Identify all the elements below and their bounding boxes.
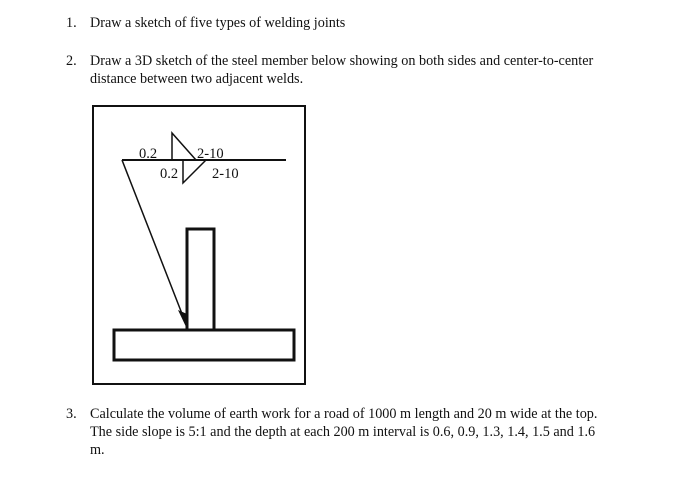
question-line: m.	[90, 442, 105, 458]
question-text	[90, 52, 593, 88]
question-line: Draw a sketch of five types of welding joints	[90, 15, 346, 31]
weld-diagram-svg	[90, 103, 315, 388]
question-number: 3.	[66, 406, 77, 422]
horizontal-base-plate	[114, 330, 294, 360]
question-text	[90, 14, 345, 32]
question-number: 1.	[66, 15, 77, 31]
question-text	[90, 405, 597, 459]
vertical-steel-plate	[187, 229, 214, 330]
question-line: distance between two adjacent welds.	[90, 71, 304, 87]
weld-leader-line	[122, 160, 186, 324]
weld-size-other-side: 0.2	[139, 146, 158, 162]
weld-length-pitch-other-side: 2-10	[197, 146, 224, 162]
weld-length-pitch-arrow-side: 2-10	[212, 166, 239, 182]
question-number: 2.	[66, 53, 77, 69]
fillet-weld-symbol-arrow-side	[183, 160, 206, 183]
weld-size-arrow-side: 0.2	[160, 166, 179, 182]
question-line: Calculate the volume of earth work for a road of 1000 m length and 20 m wide at the top.	[90, 406, 598, 422]
question-line: Draw a 3D sketch of the steel member below showing on both sides and center-to-center	[90, 53, 594, 69]
weld-diagram	[90, 103, 315, 388]
fillet-weld-symbol-other-side	[172, 133, 196, 160]
question-line: The side slope is 5:1 and the depth at each 200 m interval is 0.6, 0.9, 1.3, 1.4, 1.5 and 1.6	[90, 424, 596, 440]
